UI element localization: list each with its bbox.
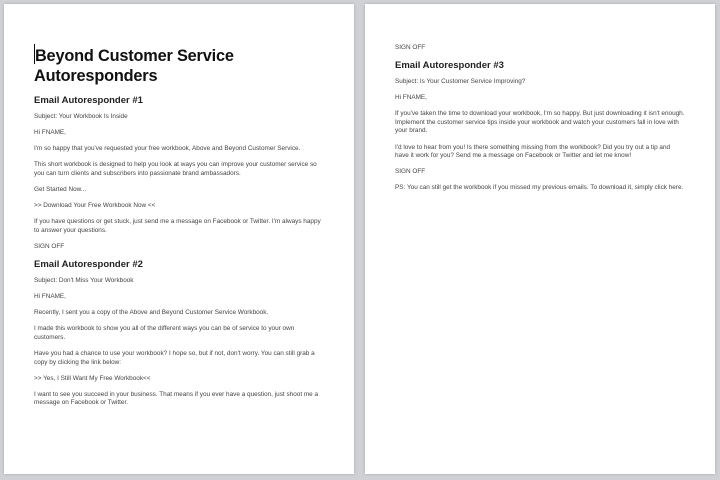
email-3-signoff: SIGN OFF [395,168,426,176]
email-1-subject: Subject: Your Workbook Is Inside [34,113,128,120]
document-page-1[interactable] [4,4,354,474]
email-2-paragraph-5: I want to see you succeed in your business. That means if you ever have a question, just shoot me a message on Facebook or Twitter. [34,390,319,407]
email-3-paragraph-2: I'd love to hear from you! Is there something missing from the workbook? Did you try out a tip and have it work for you? Send me a message on Facebook or Twitter and let me know! [395,143,671,160]
email-2-paragraph-1: Recently, I sent you a copy of the Above and Beyond Customer Service Workbook. [34,309,269,317]
email-2-workbook-link: >> Yes, I Still Want My Free Workbook<< [34,374,151,382]
email-2-paragraph-2: I made this workbook to show you all of the different ways you can be of service to your own customers. [34,325,295,341]
document-page-2[interactable] [365,4,715,474]
email-2-paragraph-3: Have you had a chance to use your workbook? I hope so, but if not, don't worry. You can still grab a copy by clicking the link below: [34,349,315,366]
email-3-heading: Email Autoresponder #3 [395,60,504,72]
email-1-paragraph-1: I'm so happy that you've requested your free workbook, Above and Beyond Customer Service. [34,145,301,153]
email-2-subject: Subject: Don't Miss Your Workbook [34,276,134,284]
email-2-greeting: Hi FNAME, [34,293,66,301]
email-1-signoff: SIGN OFF [34,242,65,250]
email-1-heading: Email Autoresponder #1 [34,95,143,106]
email-3-subject: Subject: Is Your Customer Service Improving? [395,78,526,86]
email-1-paragraph-3: Get Started Now... [34,185,87,193]
page-2-signoff-top: SIGN OFF [395,44,426,51]
email-1-download-link: >> Download Your Free Workbook Now << [34,202,156,210]
email-3-paragraph-1: If you've taken the time to download your workbook, I'm so happy. But just downloading it isn't enough. Implement the customer service tips inside your workbook and watch your customers fall in love with your brand. [395,110,685,135]
email-3-greeting: Hi FNAME, [395,94,427,102]
document-title[interactable]: Beyond Customer Service Autoresponders [34,46,234,85]
email-1-paragraph-5: If you have questions or get stuck, just send me a message on Facebook or Twitter. I'm always happy to answer your questions. [34,218,321,234]
email-1-paragraph-2: This short workbook is designed to help you look at ways you can improve your customer service so you can turn clients and subscribers into passionate brand ambassadors. [34,161,317,177]
email-2-heading: Email Autoresponder #2 [34,258,143,270]
email-1-greeting: Hi FNAME, [34,129,66,137]
email-3-postscript: PS: You can still get the workbook if you missed my previous emails. To download it, simply click here. [395,184,684,192]
